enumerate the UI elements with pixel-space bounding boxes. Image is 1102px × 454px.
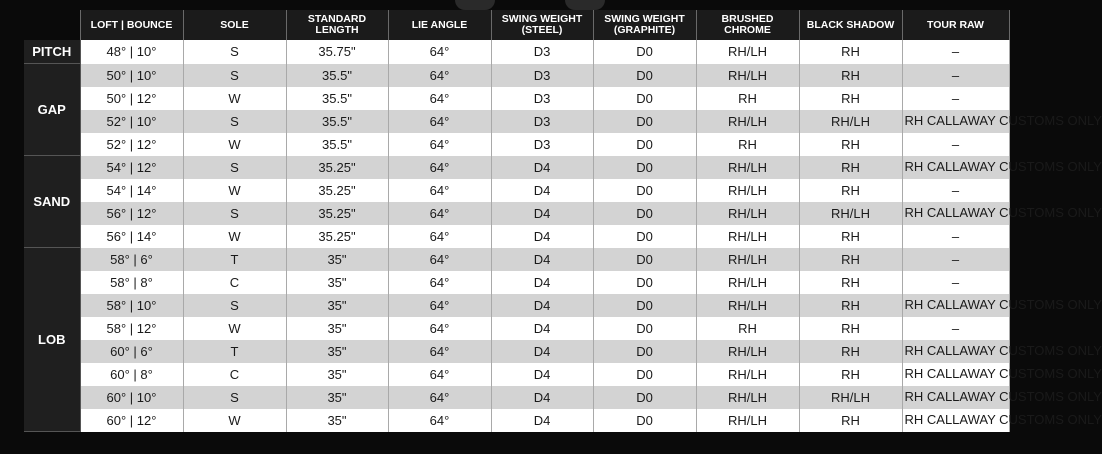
cell-swing-weight-graphite: D0 — [593, 294, 696, 317]
cell-standard-length: 35" — [286, 317, 388, 340]
cell-black-shadow: RH — [799, 409, 902, 432]
cell-swing-weight-steel: D4 — [491, 317, 593, 340]
cell-tour-raw: – — [902, 317, 1009, 340]
col-header-black-shadow: BLACK SHADOW — [799, 10, 902, 40]
cell-lie-angle: 64° — [388, 179, 491, 202]
col-header-sole: SOLE — [183, 10, 286, 40]
header-corner — [24, 10, 80, 40]
cell-swing-weight-graphite: D0 — [593, 225, 696, 248]
header-row — [24, 10, 1009, 40]
cell-standard-length: 35.25" — [286, 225, 388, 248]
cell-lie-angle: 64° — [388, 340, 491, 363]
cell-loft-bounce: 52° | 10° — [80, 110, 183, 133]
cell-sole: S — [183, 156, 286, 179]
cell-black-shadow: RH — [799, 363, 902, 386]
cell-tour-raw: – — [902, 133, 1009, 156]
cell-swing-weight-steel: D4 — [491, 248, 593, 271]
cell-standard-length: 35.5" — [286, 110, 388, 133]
cell-standard-length: 35" — [286, 340, 388, 363]
cell-black-shadow: RH — [799, 179, 902, 202]
cell-tour-raw: RH CALLAWAY CUSTOMS ONLY — [902, 386, 1009, 409]
cell-tour-raw: – — [902, 271, 1009, 294]
cell-swing-weight-graphite: D0 — [593, 340, 696, 363]
cell-lie-angle: 64° — [388, 202, 491, 225]
cell-black-shadow: RH/LH — [799, 110, 902, 133]
cell-loft-bounce: 50° | 12° — [80, 87, 183, 110]
cell-sole: W — [183, 87, 286, 110]
cell-sole: T — [183, 340, 286, 363]
cell-brushed-chrome: RH/LH — [696, 179, 799, 202]
cell-tour-raw: – — [902, 40, 1009, 64]
cell-swing-weight-graphite: D0 — [593, 110, 696, 133]
cell-swing-weight-graphite: D0 — [593, 179, 696, 202]
cell-loft-bounce: 50° | 10° — [80, 64, 183, 87]
decorative-tab-right — [565, 0, 605, 10]
cell-sole: S — [183, 294, 286, 317]
table-row — [24, 363, 1009, 386]
cell-lie-angle: 64° — [388, 294, 491, 317]
table-row — [24, 248, 1009, 271]
cell-brushed-chrome: RH/LH — [696, 294, 799, 317]
cell-brushed-chrome: RH/LH — [696, 386, 799, 409]
group-label: SAND — [24, 156, 80, 248]
cell-sole: T — [183, 248, 286, 271]
cell-loft-bounce: 56° | 12° — [80, 202, 183, 225]
cell-black-shadow: RH — [799, 40, 902, 64]
cell-swing-weight-graphite: D0 — [593, 87, 696, 110]
cell-loft-bounce: 58° | 6° — [80, 248, 183, 271]
col-header-lie-angle: LIE ANGLE — [388, 10, 491, 40]
cell-swing-weight-graphite: D0 — [593, 271, 696, 294]
cell-loft-bounce: 54° | 14° — [80, 179, 183, 202]
cell-standard-length: 35.75" — [286, 40, 388, 64]
cell-sole: W — [183, 317, 286, 340]
cell-brushed-chrome: RH — [696, 133, 799, 156]
table-row — [24, 110, 1009, 133]
table-row — [24, 386, 1009, 409]
cell-standard-length: 35.25" — [286, 179, 388, 202]
cell-swing-weight-graphite: D0 — [593, 40, 696, 64]
cell-sole: W — [183, 409, 286, 432]
cell-brushed-chrome: RH/LH — [696, 225, 799, 248]
cell-tour-raw: – — [902, 248, 1009, 271]
cell-tour-raw: RH CALLAWAY CUSTOMS ONLY — [902, 363, 1009, 386]
cell-black-shadow: RH — [799, 248, 902, 271]
cell-swing-weight-graphite: D0 — [593, 409, 696, 432]
cell-swing-weight-steel: D3 — [491, 40, 593, 64]
cell-tour-raw: RH CALLAWAY CUSTOMS ONLY — [902, 202, 1009, 225]
cell-lie-angle: 64° — [388, 386, 491, 409]
col-header-swing-weight-steel: SWING WEIGHT (STEEL) — [491, 10, 593, 40]
table-row — [24, 179, 1009, 202]
cell-brushed-chrome: RH/LH — [696, 409, 799, 432]
cell-swing-weight-steel: D3 — [491, 64, 593, 87]
cell-sole: S — [183, 386, 286, 409]
decorative-tab-left — [455, 0, 495, 10]
table-row — [24, 156, 1009, 179]
cell-brushed-chrome: RH/LH — [696, 40, 799, 64]
cell-black-shadow: RH — [799, 317, 902, 340]
cell-standard-length: 35" — [286, 409, 388, 432]
cell-swing-weight-graphite: D0 — [593, 317, 696, 340]
cell-black-shadow: RH/LH — [799, 386, 902, 409]
cell-brushed-chrome: RH/LH — [696, 110, 799, 133]
cell-loft-bounce: 54° | 12° — [80, 156, 183, 179]
group-label: PITCH — [24, 40, 80, 64]
cell-standard-length: 35.5" — [286, 87, 388, 110]
cell-brushed-chrome: RH — [696, 87, 799, 110]
cell-swing-weight-graphite: D0 — [593, 133, 696, 156]
cell-swing-weight-steel: D4 — [491, 386, 593, 409]
cell-sole: W — [183, 179, 286, 202]
cell-lie-angle: 64° — [388, 64, 491, 87]
cell-swing-weight-graphite: D0 — [593, 386, 696, 409]
wedge-spec-table — [24, 10, 1102, 432]
cell-swing-weight-graphite: D0 — [593, 64, 696, 87]
cell-tour-raw: – — [902, 87, 1009, 110]
cell-brushed-chrome: RH/LH — [696, 64, 799, 87]
table-row — [24, 64, 1009, 87]
cell-loft-bounce: 60° | 6° — [80, 340, 183, 363]
cell-loft-bounce: 48° | 10° — [80, 40, 183, 64]
cell-tour-raw: – — [902, 179, 1009, 202]
cell-lie-angle: 64° — [388, 87, 491, 110]
table-row — [24, 40, 1009, 64]
table-row — [24, 202, 1009, 225]
cell-swing-weight-steel: D4 — [491, 225, 593, 248]
cell-sole: C — [183, 271, 286, 294]
cell-lie-angle: 64° — [388, 409, 491, 432]
cell-lie-angle: 64° — [388, 271, 491, 294]
cell-standard-length: 35" — [286, 271, 388, 294]
cell-standard-length: 35.5" — [286, 64, 388, 87]
cell-standard-length: 35" — [286, 386, 388, 409]
cell-tour-raw: – — [902, 225, 1009, 248]
table-row — [24, 409, 1009, 432]
cell-standard-length: 35.25" — [286, 202, 388, 225]
cell-swing-weight-steel: D4 — [491, 271, 593, 294]
cell-black-shadow: RH — [799, 133, 902, 156]
cell-standard-length: 35" — [286, 294, 388, 317]
cell-swing-weight-steel: D4 — [491, 294, 593, 317]
cell-loft-bounce: 52° | 12° — [80, 133, 183, 156]
table-row — [24, 225, 1009, 248]
cell-lie-angle: 64° — [388, 248, 491, 271]
cell-black-shadow: RH — [799, 87, 902, 110]
group-label: LOB — [24, 248, 80, 432]
cell-black-shadow: RH — [799, 225, 902, 248]
cell-tour-raw: RH CALLAWAY CUSTOMS ONLY — [902, 294, 1009, 317]
cell-tour-raw: – — [902, 64, 1009, 87]
cell-swing-weight-steel: D4 — [491, 179, 593, 202]
cell-swing-weight-steel: D4 — [491, 409, 593, 432]
col-header-standard-length: STANDARD LENGTH — [286, 10, 388, 40]
cell-lie-angle: 64° — [388, 317, 491, 340]
cell-lie-angle: 64° — [388, 225, 491, 248]
cell-tour-raw: RH CALLAWAY CUSTOMS ONLY — [902, 409, 1009, 432]
cell-standard-length: 35" — [286, 248, 388, 271]
cell-brushed-chrome: RH/LH — [696, 271, 799, 294]
table-row — [24, 294, 1009, 317]
cell-tour-raw: RH CALLAWAY CUSTOMS ONLY — [902, 156, 1009, 179]
cell-standard-length: 35" — [286, 363, 388, 386]
cell-swing-weight-steel: D3 — [491, 133, 593, 156]
col-header-loft-bounce: LOFT | BOUNCE — [80, 10, 183, 40]
cell-brushed-chrome: RH/LH — [696, 156, 799, 179]
cell-black-shadow: RH/LH — [799, 202, 902, 225]
cell-swing-weight-graphite: D0 — [593, 363, 696, 386]
cell-lie-angle: 64° — [388, 133, 491, 156]
cell-brushed-chrome: RH/LH — [696, 340, 799, 363]
table-row — [24, 87, 1009, 110]
col-header-brushed-chrome: BRUSHED CHROME — [696, 10, 799, 40]
cell-loft-bounce: 58° | 10° — [80, 294, 183, 317]
cell-swing-weight-steel: D4 — [491, 202, 593, 225]
cell-sole: S — [183, 202, 286, 225]
cell-standard-length: 35.5" — [286, 133, 388, 156]
cell-black-shadow: RH — [799, 340, 902, 363]
cell-brushed-chrome: RH/LH — [696, 248, 799, 271]
cell-sole: S — [183, 40, 286, 64]
cell-swing-weight-steel: D3 — [491, 110, 593, 133]
cell-loft-bounce: 60° | 12° — [80, 409, 183, 432]
cell-brushed-chrome: RH — [696, 317, 799, 340]
cell-lie-angle: 64° — [388, 156, 491, 179]
cell-swing-weight-graphite: D0 — [593, 248, 696, 271]
table-row — [24, 317, 1009, 340]
cell-sole: S — [183, 110, 286, 133]
cell-black-shadow: RH — [799, 64, 902, 87]
cell-loft-bounce: 58° | 12° — [80, 317, 183, 340]
cell-loft-bounce: 56° | 14° — [80, 225, 183, 248]
cell-lie-angle: 64° — [388, 40, 491, 64]
group-label: GAP — [24, 64, 80, 156]
cell-black-shadow: RH — [799, 294, 902, 317]
cell-black-shadow: RH — [799, 271, 902, 294]
cell-swing-weight-steel: D4 — [491, 340, 593, 363]
cell-brushed-chrome: RH/LH — [696, 363, 799, 386]
cell-brushed-chrome: RH/LH — [696, 202, 799, 225]
cell-sole: C — [183, 363, 286, 386]
cell-swing-weight-graphite: D0 — [593, 202, 696, 225]
cell-swing-weight-steel: D4 — [491, 156, 593, 179]
cell-black-shadow: RH — [799, 156, 902, 179]
cell-swing-weight-steel: D4 — [491, 363, 593, 386]
table-row — [24, 340, 1009, 363]
col-header-swing-weight-graphite: SWING WEIGHT (GRAPHITE) — [593, 10, 696, 40]
table-row — [24, 271, 1009, 294]
cell-loft-bounce: 58° | 8° — [80, 271, 183, 294]
cell-standard-length: 35.25" — [286, 156, 388, 179]
table-row — [24, 133, 1009, 156]
cell-swing-weight-graphite: D0 — [593, 156, 696, 179]
col-header-tour-raw: TOUR RAW — [902, 10, 1009, 40]
cell-tour-raw: RH CALLAWAY CUSTOMS ONLY — [902, 340, 1009, 363]
cell-lie-angle: 64° — [388, 363, 491, 386]
cell-sole: W — [183, 133, 286, 156]
table-body — [24, 40, 1102, 432]
cell-sole: W — [183, 225, 286, 248]
cell-loft-bounce: 60° | 8° — [80, 363, 183, 386]
cell-sole: S — [183, 64, 286, 87]
cell-tour-raw: RH CALLAWAY CUSTOMS ONLY — [902, 110, 1009, 133]
cell-lie-angle: 64° — [388, 110, 491, 133]
cell-swing-weight-steel: D3 — [491, 87, 593, 110]
cell-loft-bounce: 60° | 10° — [80, 386, 183, 409]
